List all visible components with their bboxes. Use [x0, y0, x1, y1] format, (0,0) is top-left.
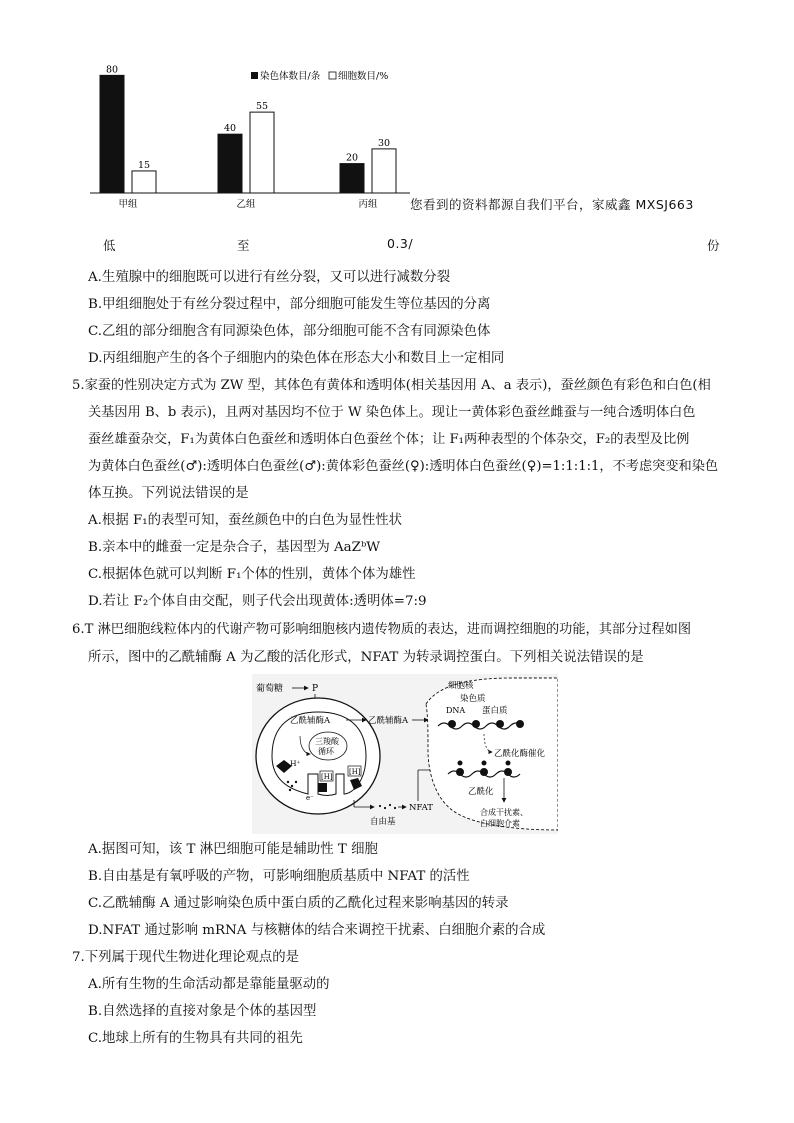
legend-label-cell: 细胞数目/%: [338, 71, 389, 82]
q5-stem-line-2: 关基因用 B、b 表示)，且两对基因均不位于 W 染色体上。现让一黄体彩色蚕丝雌蚕与一纯合透明体白色: [88, 405, 696, 420]
ad-word-3: 0.3/: [387, 236, 414, 251]
q7-option-c: C.地球上所有的生物具有共同的祖先: [88, 1031, 303, 1046]
q5-option-a: A.根据 F₁的表型可知，蚕丝颜色中的白色为显性性状: [88, 513, 403, 528]
label-acoa-inner: 乙酰辅酶A: [290, 716, 331, 726]
ad-text: 您看到的资料都源自我们平台，家威鑫 MXSJ663: [410, 197, 694, 212]
label-h-1: [H]: [321, 773, 333, 781]
q7-stem: 7.下列属于现代生物进化理论观点的是: [72, 950, 300, 965]
label-free-radical: 自由基: [370, 817, 396, 827]
label-h-2: [H]: [349, 768, 361, 776]
legend-swatch-chromosome: [251, 72, 258, 79]
label-e: e⁻: [306, 794, 314, 802]
q6-option-c: C.乙酰辅酶 A 通过影响染色质中蛋白质的乙酰化过程来影响基因的转录: [88, 896, 509, 911]
category-label: 甲组: [118, 199, 138, 210]
label-h-plus: H⁺: [290, 759, 301, 768]
legend: [251, 70, 388, 82]
label-dna: DNA: [446, 706, 466, 715]
label-acoa-outer: 乙酰辅酶A: [368, 716, 409, 726]
label-tca-2: 循环: [318, 747, 334, 756]
q6-option-b: B.自由基是有氧呼吸的产物，可影响细胞质基质中 NFAT 的活性: [88, 869, 470, 884]
ad-word-1: 低: [103, 238, 117, 253]
t-cell-diagram: [252, 674, 558, 834]
label-p: P: [312, 684, 319, 694]
q5-stem-line-4: 为黄体白色蚕丝(♂):透明体白色蚕丝(♂):黄体彩色蚕丝(♀):透明体白色蚕丝(♀)=1:1:1:1，不考虑突变和染色: [88, 459, 719, 474]
bar-丙组-0: [340, 164, 364, 193]
bar-甲组-0: [100, 75, 124, 193]
q5-option-c: C.根据体色就可以判断 F₁个体的性别，黄体个体为雄性: [88, 567, 416, 582]
legend-label-chromosome: 染色体数目/条: [260, 71, 321, 82]
bar-乙组-1: [250, 112, 274, 193]
bar-chart: [90, 58, 410, 218]
label-chromatin: 染色质: [460, 694, 486, 704]
bar-value-label: 55: [255, 101, 269, 113]
label-synth-1: 合成干扰素、: [480, 808, 528, 817]
bar-value-label: 20: [345, 152, 359, 164]
label-tca-1: 三羧酸: [315, 737, 339, 746]
bar-丙组-1: [372, 149, 396, 193]
q4-option-b: B.甲组细胞处于有丝分裂过程中，部分细胞可能发生等位基因的分离: [88, 297, 491, 312]
bar-value-label: 80: [105, 64, 119, 76]
q4-option-d: D.丙组细胞产生的各个子细胞内的染色体在形态大小和数目上一定相同: [88, 351, 505, 366]
q5-option-b: B.亲本中的雌蚕一定是杂合子，基因型为 AaZᵇW: [88, 540, 381, 555]
bar-value-label: 40: [223, 123, 237, 135]
label-synth-2: 白细胞介素: [480, 819, 520, 828]
q4-option-c: C.乙组的部分细胞含有同源染色体，部分细胞可能不含有同源染色体: [88, 324, 491, 339]
q6-option-d: D.NFAT 通过影响 mRNA 与核糖体的结合来调控干扰素、白细胞介素的合成: [88, 923, 546, 938]
q4-option-a: A.生殖腺中的细胞既可以进行有丝分裂，又可以进行减数分裂: [88, 270, 451, 285]
label-nucleus: 细胞核: [448, 681, 474, 691]
label-glucose: 葡萄糖: [256, 684, 284, 694]
category-label: 乙组: [236, 199, 256, 210]
ad-word-2: 至: [237, 238, 251, 253]
bar-甲组-1: [132, 171, 156, 193]
protein-complex-2: [318, 783, 327, 792]
label-nfat: NFAT: [409, 803, 433, 813]
label-protein: 蛋白质: [482, 706, 508, 716]
label-acetylation: 乙酰化: [468, 787, 494, 797]
q6-stem-line-1: 6.T 淋巴细胞线粒体内的代谢产物可影响细胞核内遗传物质的表达，进而调控细胞的功能，其部分过程如图: [72, 622, 692, 637]
ad-word-4: 份: [707, 238, 721, 253]
chart-bars: [100, 75, 396, 193]
bar-value-label: 15: [137, 159, 151, 171]
q5-stem-line-1: 5.家蚕的性别决定方式为 ZW 型，其体色有黄体和透明体(相关基因用 A、a 表示)，蚕丝颜色有彩色和白色(相: [72, 378, 711, 393]
q7-option-b: B.自然选择的直接对象是个体的基因型: [88, 1004, 317, 1019]
legend-swatch-cell: [329, 72, 336, 79]
q5-option-d: D.若让 F₂个体自由交配，则子代会出现黄体:透明体=7:9: [88, 594, 427, 609]
q6-stem-line-2: 所示，图中的乙酰辅酶 A 为乙酸的活化形式，NFAT 为转录调控蛋白。下列相关说法错误的是: [88, 650, 644, 665]
category-label: 丙组: [358, 199, 378, 210]
q5-stem-line-5: 体互换。下列说法错误的是: [88, 486, 249, 501]
chart-category-labels: [118, 199, 378, 210]
q5-stem-line-3: 蚕丝雄蚕杂交，F₁为黄体白色蚕丝和透明体白色蚕丝个体；让 F₁两种表型的个体杂交，F₂的表型及比例: [88, 432, 690, 447]
q6-option-a: A.据图可知，该 T 淋巴细胞可能是辅助性 T 细胞: [88, 842, 378, 857]
label-catalysis: 乙酰化酶催化: [494, 749, 546, 759]
bar-value-label: 30: [377, 137, 391, 149]
bar-乙组-0: [218, 134, 242, 193]
q7-option-a: A.所有生物的生命活动都是靠能量驱动的: [88, 977, 330, 992]
